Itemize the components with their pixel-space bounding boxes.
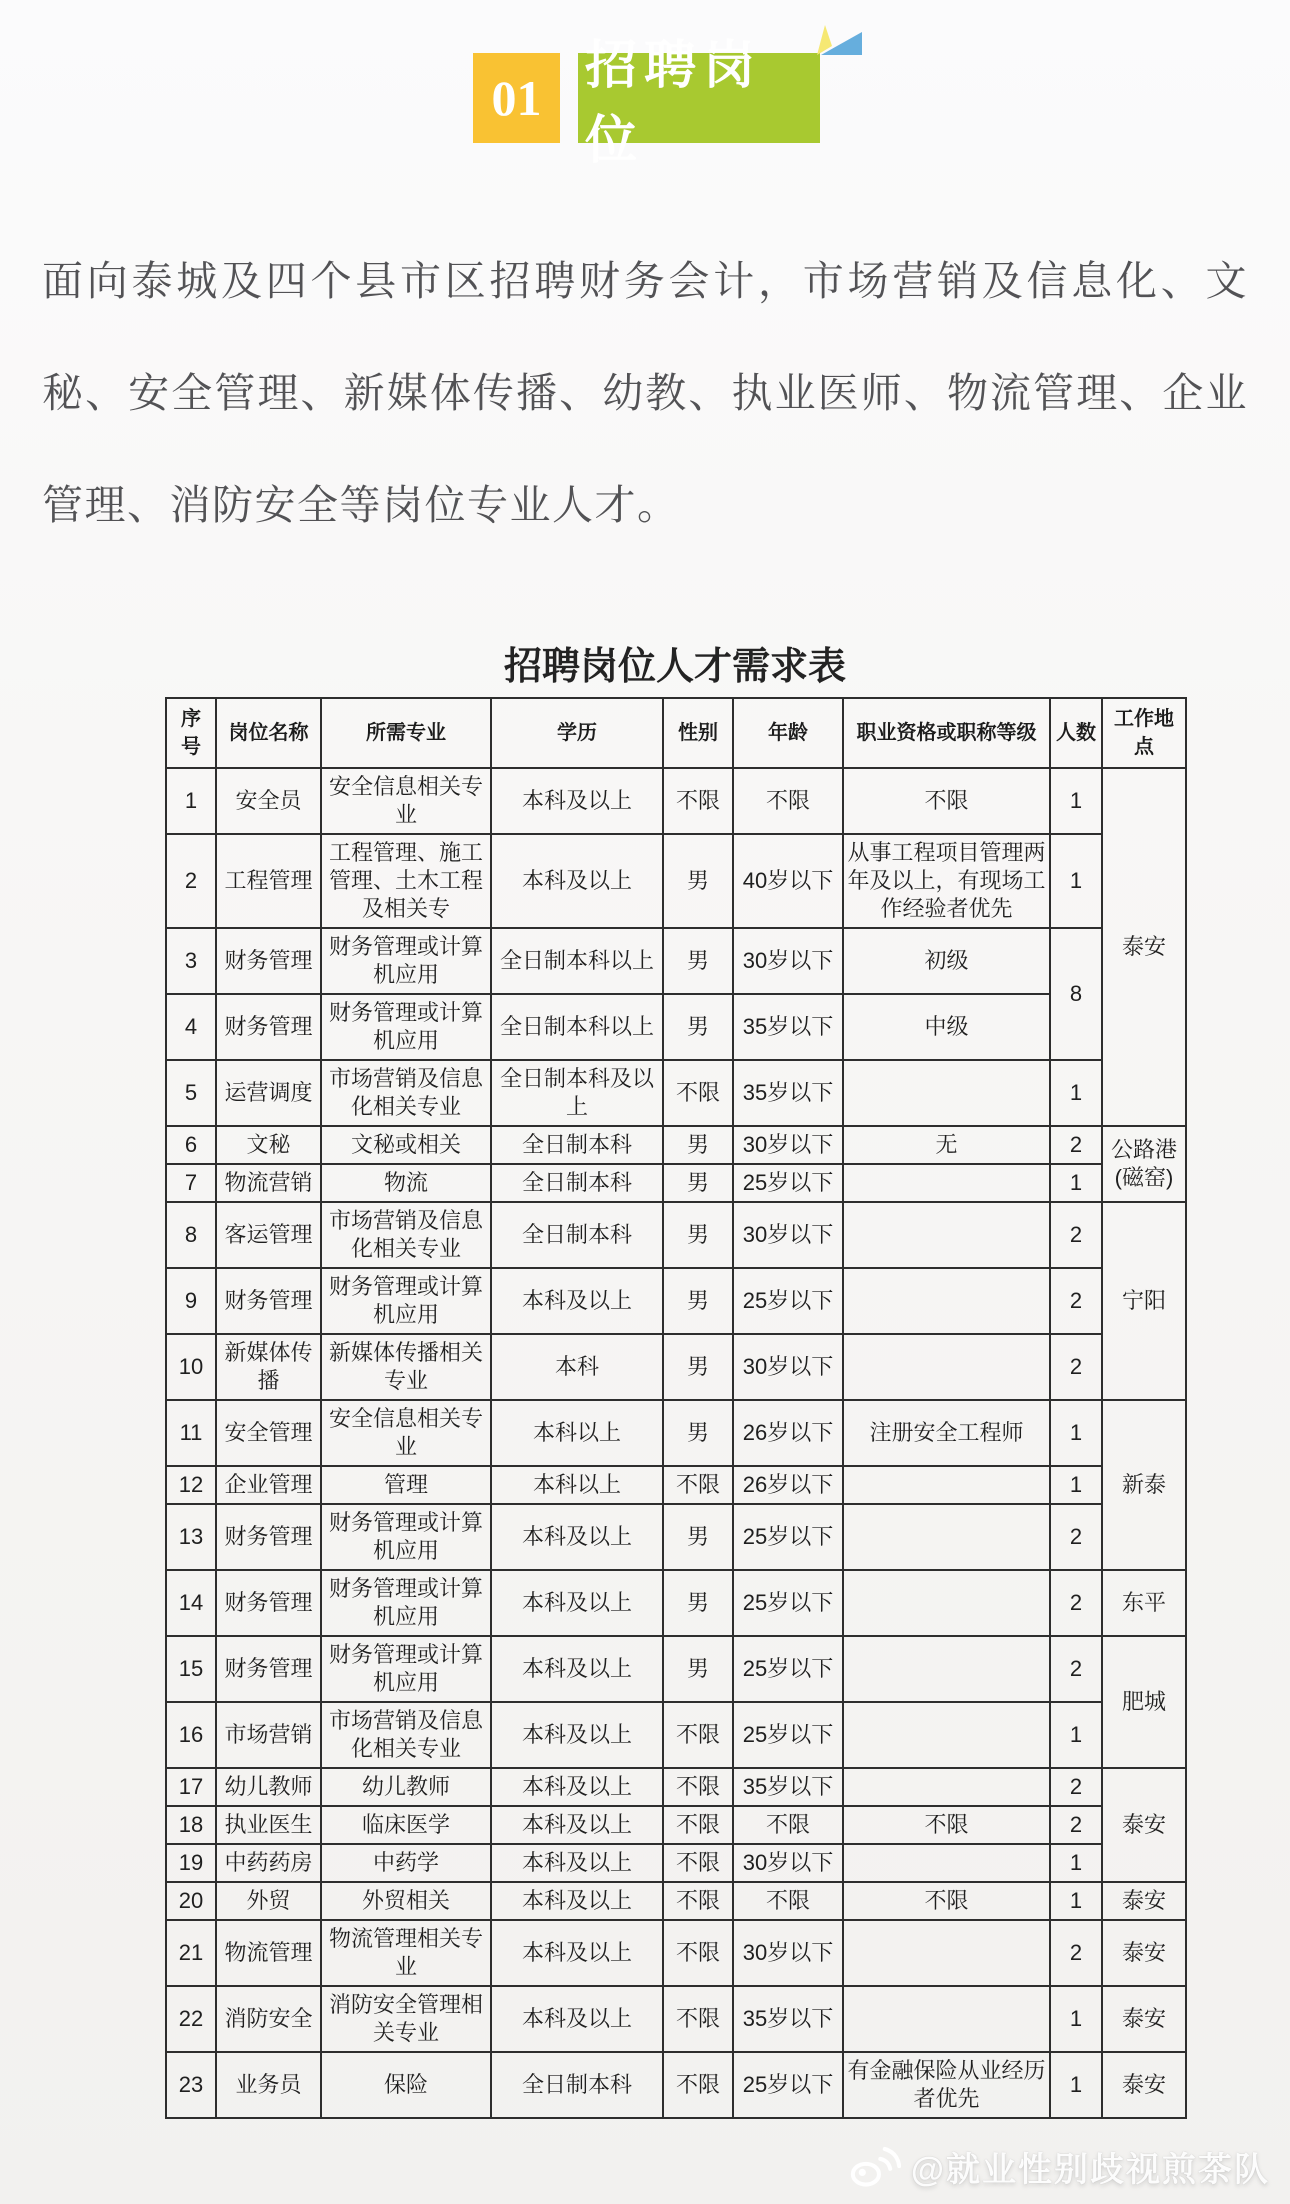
table-cell: 执业医生: [216, 1806, 321, 1844]
section-number-badge: 01: [473, 53, 560, 143]
table-cell: 30岁以下: [733, 1202, 843, 1268]
table-cell: 本科及以上: [491, 1570, 663, 1636]
table-cell: 泰安: [1102, 768, 1186, 1126]
table-cell: 本科及以上: [491, 1882, 663, 1920]
table-cell: 初级: [843, 928, 1050, 994]
table-cell: 11: [166, 1400, 216, 1466]
table-cell: 男: [663, 1202, 733, 1268]
table-cell: 企业管理: [216, 1466, 321, 1504]
table-cell: [843, 1570, 1050, 1636]
table-cell: 幼儿教师: [321, 1768, 491, 1806]
table-cell: 工程管理: [216, 834, 321, 928]
table-row: [166, 1702, 1186, 1768]
table-cell: 1: [1050, 1882, 1102, 1920]
table-cell: 中药药房: [216, 1844, 321, 1882]
table-row: [166, 1806, 1186, 1844]
column-header: 所需专业: [321, 698, 491, 768]
table-cell: 不限: [733, 768, 843, 834]
table-cell: 运营调度: [216, 1060, 321, 1126]
table-cell: 2: [1050, 1334, 1102, 1400]
table-cell: [843, 1702, 1050, 1768]
table-cell: 男: [663, 1334, 733, 1400]
table-cell: 6: [166, 1126, 216, 1164]
intro-paragraph: 面向泰城及四个县市区招聘财务会计，市场营销及信息化、文秘、安全管理、新媒体传播、幼教、执业医师、物流管理、企业管理、消防安全等岗位专业人才。: [42, 258, 1248, 528]
table-cell: 泰安: [1102, 1986, 1186, 2052]
table-cell: 中级: [843, 994, 1050, 1060]
table-cell: 财务管理或计算机应用: [321, 1504, 491, 1570]
table-cell: 1: [1050, 1060, 1102, 1126]
table-cell: [843, 1466, 1050, 1504]
table-cell: 业务员: [216, 2052, 321, 2118]
table-cell: 本科: [491, 1334, 663, 1400]
table-row: [166, 834, 1186, 928]
table-cell: 不限: [663, 1844, 733, 1882]
table-cell: 从事工程项目管理两年及以上，有现场工作经验者优先: [843, 834, 1050, 928]
table-cell: 有金融保险从业经历者优先: [843, 2052, 1050, 2118]
table-cell: 不限: [663, 1986, 733, 2052]
table-row: [166, 1882, 1186, 1920]
table-cell: 30岁以下: [733, 1334, 843, 1400]
table-cell: 财务管理: [216, 1268, 321, 1334]
table-cell: 新泰: [1102, 1400, 1186, 1570]
table-cell: 25岁以下: [733, 2052, 843, 2118]
table-cell: 25岁以下: [733, 1504, 843, 1570]
table-cell: [843, 1504, 1050, 1570]
table-cell: [843, 1334, 1050, 1400]
table-row: [166, 1636, 1186, 1702]
table-row: [166, 928, 1186, 994]
table-cell: 不限: [733, 1882, 843, 1920]
table-cell: 文秘或相关: [321, 1126, 491, 1164]
table-body: [166, 768, 1186, 2118]
section-header: [473, 37, 820, 170]
table-cell: 泰安: [1102, 2052, 1186, 2118]
table-cell: 30岁以下: [733, 1844, 843, 1882]
column-header: 年龄: [733, 698, 843, 768]
table-cell: 35岁以下: [733, 1768, 843, 1806]
table-cell: [843, 1636, 1050, 1702]
table-cell: 不限: [663, 1806, 733, 1844]
column-header: 学历: [491, 698, 663, 768]
table-cell: [843, 1768, 1050, 1806]
table-cell: 8: [1050, 928, 1102, 1060]
table-cell: 男: [663, 1268, 733, 1334]
table-cell: 男: [663, 1504, 733, 1570]
table-cell: 财务管理: [216, 1636, 321, 1702]
table-cell: 中药学: [321, 1844, 491, 1882]
table-row: [166, 1268, 1186, 1334]
table-cell: 15: [166, 1636, 216, 1702]
table-cell: 23: [166, 2052, 216, 2118]
table-cell: 幼儿教师: [216, 1768, 321, 1806]
table-cell: 泰安: [1102, 1882, 1186, 1920]
table-cell: 本科及以上: [491, 1844, 663, 1882]
table-cell: 17: [166, 1768, 216, 1806]
column-header: 序号: [166, 698, 216, 768]
table-cell: 男: [663, 1126, 733, 1164]
table-cell: 1: [166, 768, 216, 834]
table-cell: 财务管理: [216, 1570, 321, 1636]
table-cell: 不限: [663, 1466, 733, 1504]
table-cell: 全日制本科以上: [491, 994, 663, 1060]
table-cell: 男: [663, 994, 733, 1060]
table-cell: 2: [1050, 1768, 1102, 1806]
table-cell: 1: [1050, 1164, 1102, 1202]
table-cell: 宁阳: [1102, 1202, 1186, 1400]
table-row: [166, 1164, 1186, 1202]
table-cell: 本科及以上: [491, 1268, 663, 1334]
table-row: [166, 1986, 1186, 2052]
table-cell: 8: [166, 1202, 216, 1268]
table-cell: 9: [166, 1268, 216, 1334]
table-cell: 30岁以下: [733, 1920, 843, 1986]
table-cell: 不限: [663, 1920, 733, 1986]
table-cell: 物流营销: [216, 1164, 321, 1202]
table-cell: 安全信息相关专业: [321, 768, 491, 834]
table-header-row: [166, 698, 1186, 768]
table-cell: 临床医学: [321, 1806, 491, 1844]
demand-table: [165, 697, 1187, 2119]
table-cell: [843, 1060, 1050, 1126]
table-cell: 26岁以下: [733, 1466, 843, 1504]
table-cell: 3: [166, 928, 216, 994]
table-cell: 16: [166, 1702, 216, 1768]
table-cell: 不限: [843, 768, 1050, 834]
column-header: 职业资格或职称等级: [843, 698, 1050, 768]
table-cell: 25岁以下: [733, 1268, 843, 1334]
table-cell: 市场营销: [216, 1702, 321, 1768]
table-cell: 本科及以上: [491, 1986, 663, 2052]
table-cell: 公路港(磁窑): [1102, 1126, 1186, 1202]
table-cell: [843, 1920, 1050, 1986]
table-cell: 5: [166, 1060, 216, 1126]
table-cell: 2: [166, 834, 216, 928]
table-cell: 40岁以下: [733, 834, 843, 928]
table-cell: 25岁以下: [733, 1702, 843, 1768]
table-cell: 1: [1050, 768, 1102, 834]
table-row: [166, 1768, 1186, 1806]
table-cell: 不限: [663, 1882, 733, 1920]
table-row: [166, 1060, 1186, 1126]
table-cell: 1: [1050, 1400, 1102, 1466]
table-cell: 男: [663, 1636, 733, 1702]
table-cell: 全日制本科: [491, 2052, 663, 2118]
table-cell: 19: [166, 1844, 216, 1882]
table-cell: 25岁以下: [733, 1636, 843, 1702]
table-cell: [843, 1268, 1050, 1334]
column-header: 工作地点: [1102, 698, 1186, 768]
table-row: [166, 994, 1186, 1060]
table-cell: 22: [166, 1986, 216, 2052]
table-row: [166, 1126, 1186, 1164]
table-cell: 全日制本科: [491, 1164, 663, 1202]
table-cell: 全日制本科: [491, 1202, 663, 1268]
table-cell: [843, 1202, 1050, 1268]
table-cell: 男: [663, 834, 733, 928]
table-cell: 不限: [663, 768, 733, 834]
table-cell: 2: [1050, 1570, 1102, 1636]
table-cell: 工程管理、施工管理、土木工程及相关专: [321, 834, 491, 928]
table-cell: 财务管理: [216, 994, 321, 1060]
table-cell: 无: [843, 1126, 1050, 1164]
table-cell: 不限: [843, 1882, 1050, 1920]
table-cell: 本科及以上: [491, 768, 663, 834]
table-cell: 本科及以上: [491, 1636, 663, 1702]
table-cell: 35岁以下: [733, 1060, 843, 1126]
table-cell: 新媒体传播: [216, 1334, 321, 1400]
table-cell: 21: [166, 1920, 216, 1986]
table-cell: 14: [166, 1570, 216, 1636]
table-cell: 新媒体传播相关专业: [321, 1334, 491, 1400]
table-cell: 35岁以下: [733, 994, 843, 1060]
table-cell: 市场营销及信息化相关专业: [321, 1202, 491, 1268]
watermark: [847, 2142, 1270, 2191]
table-cell: 本科及以上: [491, 1504, 663, 1570]
table-cell: 本科及以上: [491, 1768, 663, 1806]
table-row: [166, 1570, 1186, 1636]
table-cell: 26岁以下: [733, 1400, 843, 1466]
table-cell: 本科及以上: [491, 1702, 663, 1768]
section-title-text: 招聘岗位: [585, 37, 763, 170]
table-cell: 外贸相关: [321, 1882, 491, 1920]
table-cell: 不限: [663, 1768, 733, 1806]
table-cell: 2: [1050, 1636, 1102, 1702]
table-cell: 10: [166, 1334, 216, 1400]
table-cell: 泰安: [1102, 1920, 1186, 1986]
column-header: 岗位名称: [216, 698, 321, 768]
table-cell: 消防安全管理相关专业: [321, 1986, 491, 2052]
table-cell: 13: [166, 1504, 216, 1570]
table-cell: 25岁以下: [733, 1164, 843, 1202]
table-cell: 全日制本科: [491, 1126, 663, 1164]
table-row: [166, 2052, 1186, 2118]
weibo-icon: [847, 2144, 901, 2190]
table-cell: 2: [1050, 1126, 1102, 1164]
table-cell: 不限: [663, 1702, 733, 1768]
table-cell: 消防安全: [216, 1986, 321, 2052]
table-row: [166, 1844, 1186, 1882]
table-cell: 12: [166, 1466, 216, 1504]
table-cell: 不限: [843, 1806, 1050, 1844]
table-cell: 本科以上: [491, 1466, 663, 1504]
table-cell: 不限: [663, 1060, 733, 1126]
table-cell: 财务管理或计算机应用: [321, 928, 491, 994]
table-cell: 2: [1050, 1202, 1102, 1268]
table-row: [166, 1920, 1186, 1986]
table-cell: 25岁以下: [733, 1570, 843, 1636]
table-cell: 本科及以上: [491, 1806, 663, 1844]
table-cell: 全日制本科以上: [491, 928, 663, 994]
table-cell: 1: [1050, 1702, 1102, 1768]
triangle-decoration-icon: [814, 24, 864, 56]
table-cell: 物流: [321, 1164, 491, 1202]
table-cell: 安全管理: [216, 1400, 321, 1466]
table-cell: 35岁以下: [733, 1986, 843, 2052]
table-row: [166, 1334, 1186, 1400]
table-cell: 财务管理: [216, 1504, 321, 1570]
table-cell: 市场营销及信息化相关专业: [321, 1060, 491, 1126]
table-cell: 财务管理或计算机应用: [321, 1570, 491, 1636]
table-cell: 肥城: [1102, 1636, 1186, 1768]
table-cell: 外贸: [216, 1882, 321, 1920]
table-cell: 男: [663, 1164, 733, 1202]
table-cell: 30岁以下: [733, 1126, 843, 1164]
table-cell: 物流管理相关专业: [321, 1920, 491, 1986]
table-cell: 2: [1050, 1920, 1102, 1986]
table-cell: 财务管理或计算机应用: [321, 1268, 491, 1334]
table-cell: 安全员: [216, 768, 321, 834]
table-cell: 财务管理或计算机应用: [321, 994, 491, 1060]
table-cell: 全日制本科及以上: [491, 1060, 663, 1126]
table-cell: 30岁以下: [733, 928, 843, 994]
table-cell: 4: [166, 994, 216, 1060]
table-cell: 市场营销及信息化相关专业: [321, 1702, 491, 1768]
table-cell: 管理: [321, 1466, 491, 1504]
table-cell: 男: [663, 928, 733, 994]
table-cell: 男: [663, 1570, 733, 1636]
table-cell: 1: [1050, 1466, 1102, 1504]
table-row: [166, 1504, 1186, 1570]
table-cell: 1: [1050, 2052, 1102, 2118]
column-header: 性别: [663, 698, 733, 768]
table-cell: 客运管理: [216, 1202, 321, 1268]
table-cell: 7: [166, 1164, 216, 1202]
watermark-handle: @就业性别歧视煎茶队: [910, 2151, 1270, 2189]
table-cell: 物流管理: [216, 1920, 321, 1986]
table-cell: 男: [663, 1400, 733, 1466]
section-title-badge: [578, 37, 820, 170]
table-cell: 不限: [733, 1806, 843, 1844]
table-row: [166, 1466, 1186, 1504]
table-cell: 1: [1050, 1986, 1102, 2052]
table-cell: 2: [1050, 1268, 1102, 1334]
table-cell: 注册安全工程师: [843, 1400, 1050, 1466]
table-row: [166, 1400, 1186, 1466]
table-cell: 安全信息相关专业: [321, 1400, 491, 1466]
table-cell: [843, 1844, 1050, 1882]
table-cell: 2: [1050, 1504, 1102, 1570]
table-cell: 不限: [663, 2052, 733, 2118]
table-cell: 泰安: [1102, 1768, 1186, 1882]
table-cell: 1: [1050, 1844, 1102, 1882]
table-row: [166, 768, 1186, 834]
table-cell: 本科以上: [491, 1400, 663, 1466]
table-cell: 20: [166, 1882, 216, 1920]
table-cell: 1: [1050, 834, 1102, 928]
table-sheet: [165, 697, 1185, 2119]
table-cell: 保险: [321, 2052, 491, 2118]
table-cell: 2: [1050, 1806, 1102, 1844]
table-title: 招聘岗位人才需求表: [503, 646, 846, 688]
table-row: [166, 1202, 1186, 1268]
table-cell: 本科及以上: [491, 834, 663, 928]
table-cell: 财务管理: [216, 928, 321, 994]
table-cell: [843, 1986, 1050, 2052]
table-cell: 东平: [1102, 1570, 1186, 1636]
table-cell: 18: [166, 1806, 216, 1844]
table-cell: [843, 1164, 1050, 1202]
table-cell: 本科及以上: [491, 1920, 663, 1986]
table-cell: 文秘: [216, 1126, 321, 1164]
column-header: 人数: [1050, 698, 1102, 768]
table-cell: 财务管理或计算机应用: [321, 1636, 491, 1702]
